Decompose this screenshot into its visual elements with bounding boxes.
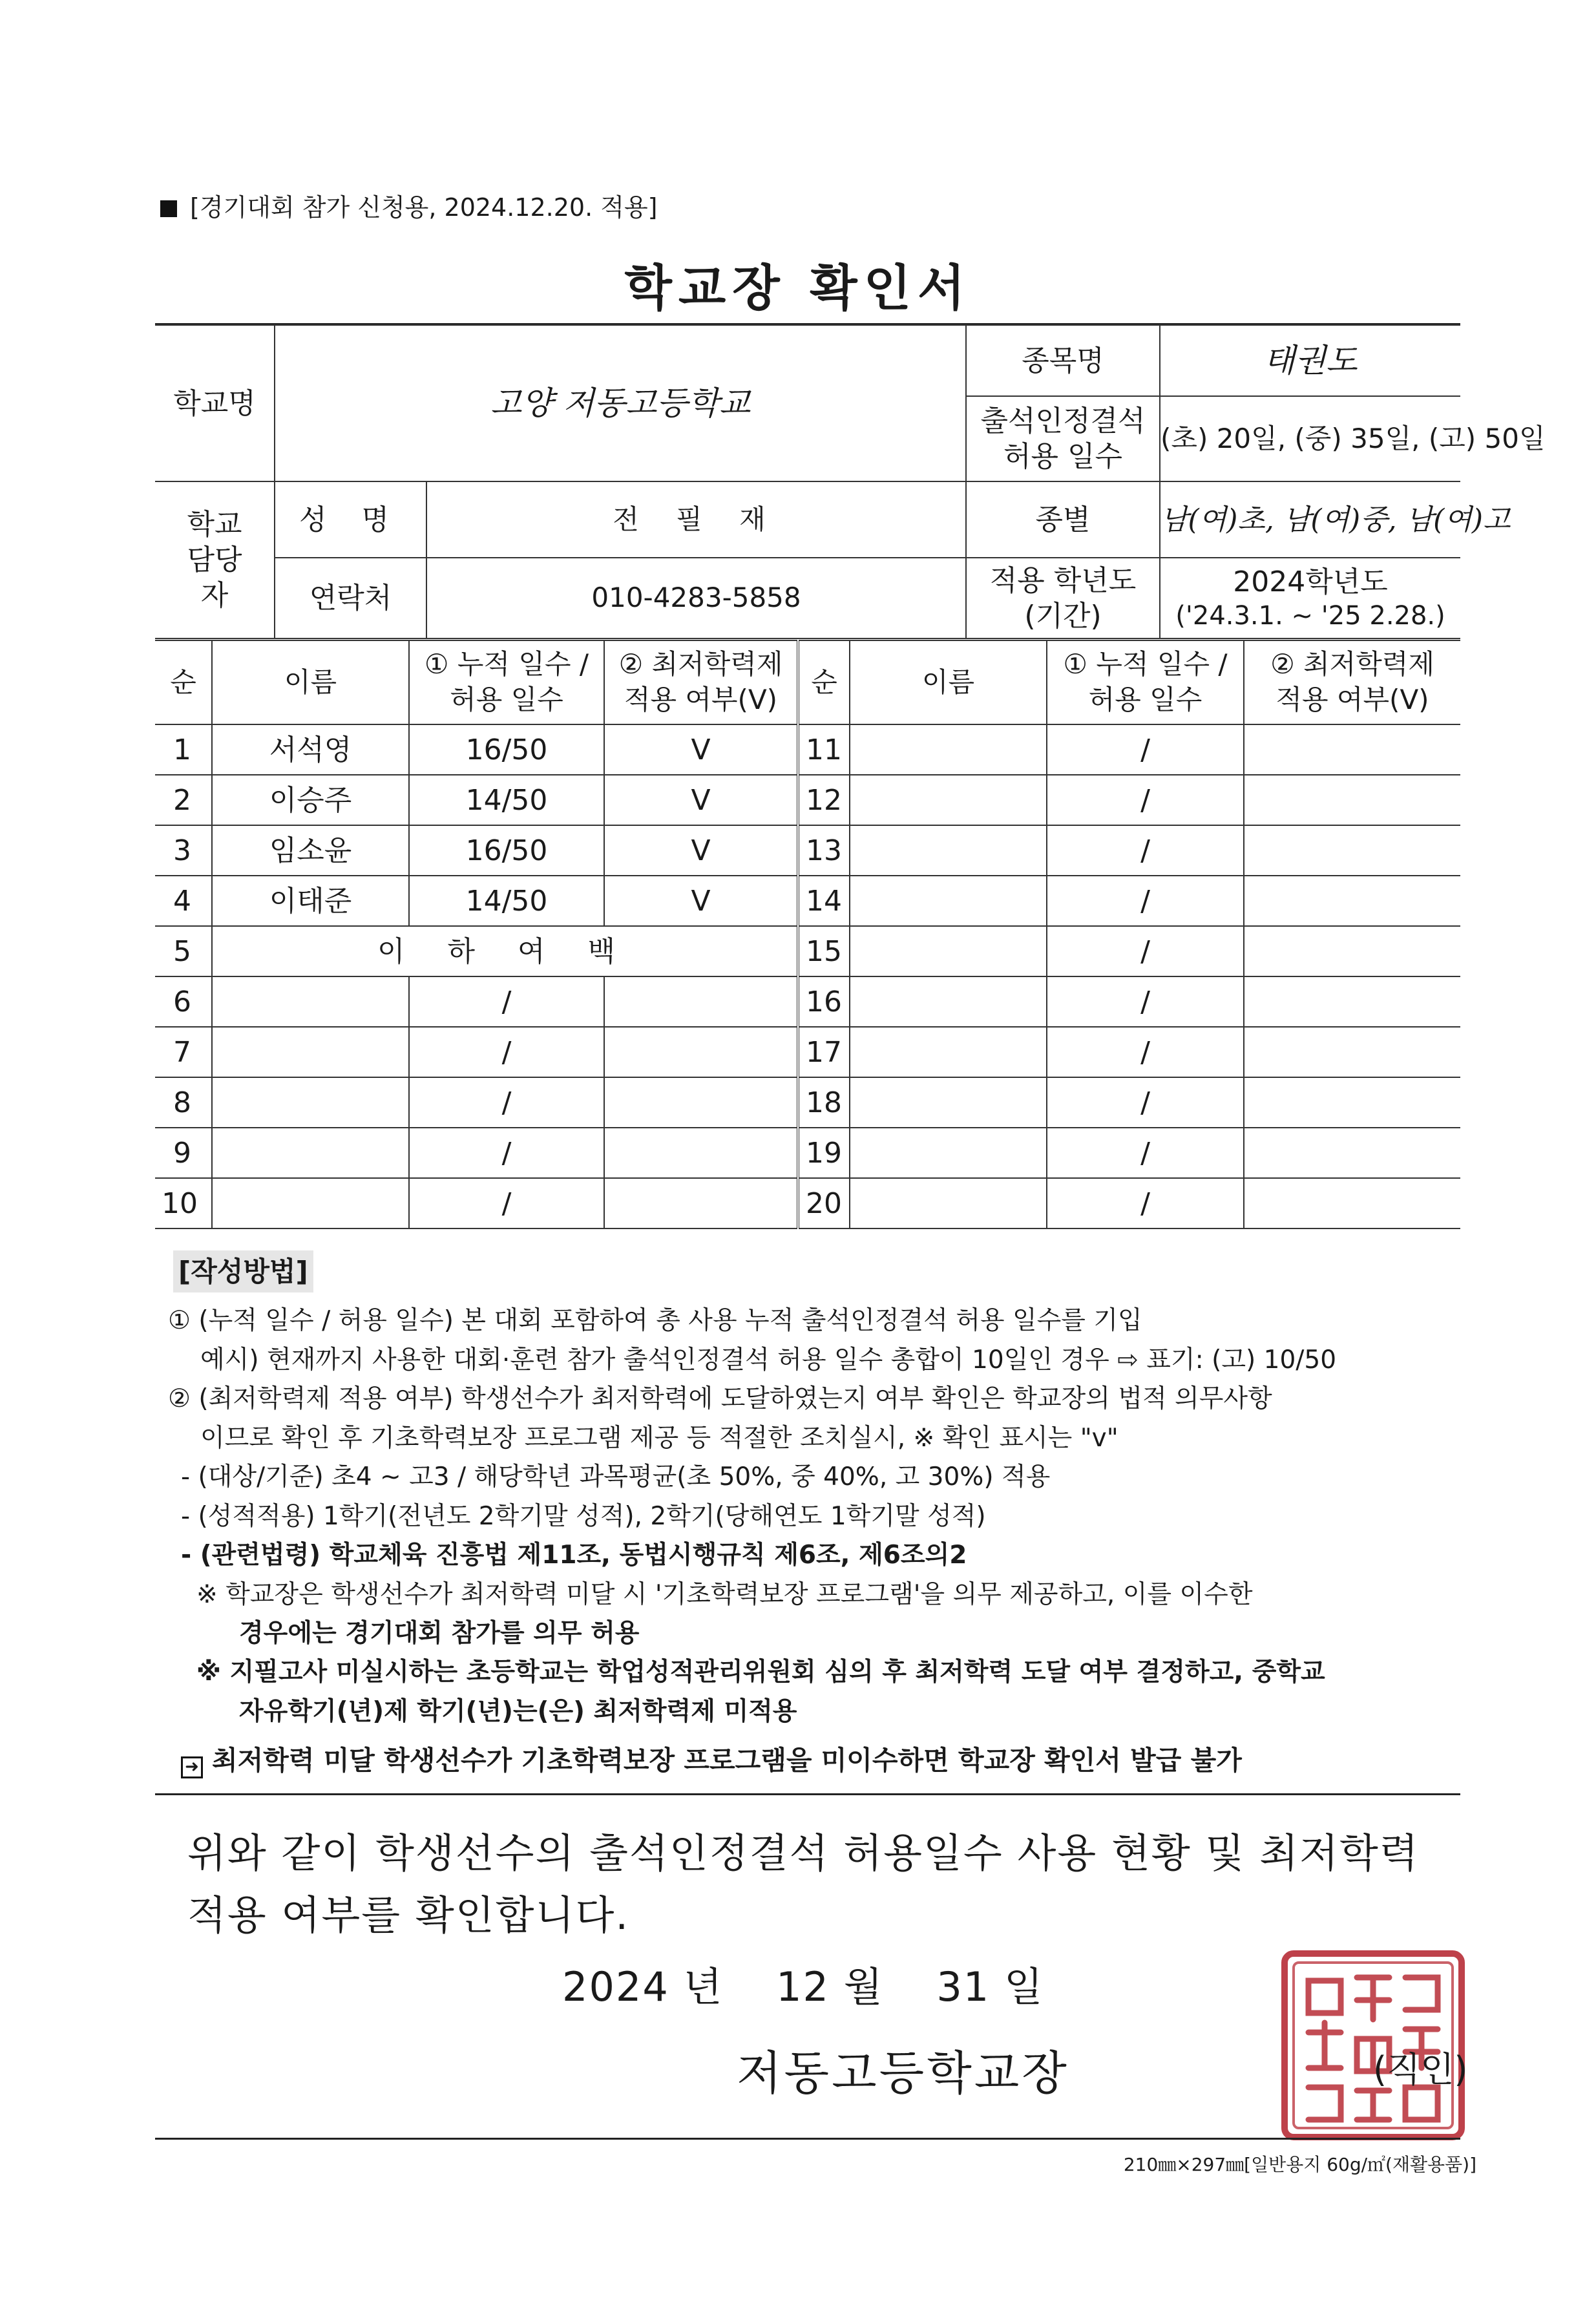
row-number: 5 [155,926,212,976]
instruction-line: 예시) 현재까지 사용한 대회·훈련 참가 출석인정결석 허용 일수 총합이 10일인 경우 ⇨ 표기: (고) 10/50 [200,1345,1337,1375]
instructions-heading: [작성방법] [173,1250,313,1292]
date-day: 31 일 [936,1963,1044,2010]
instruction-line: - (성적적용) 1학기(전년도 2학기말 성적), 2학기(당해연도 1학기말 성적) [181,1501,986,1531]
slash-mark: / [1047,1077,1244,1128]
allowed-days-label: 출석인정결석 허용 일수 [966,396,1160,481]
seal-label: (직인) [1373,2049,1468,2090]
student-list-table [155,640,1460,1229]
instruction-line: ② (최저학력제 적용 여부) 학생선수가 최저학력에 도달하였는지 여부 확인은 학교장의 법적 의무사항 [168,1384,1272,1414]
school-year-cell [1160,558,1460,638]
student-name [212,1178,409,1228]
row-number: 9 [155,1128,212,1178]
row-number: 15 [798,926,850,976]
row-number: 2 [155,775,212,825]
student-name [850,775,1047,825]
student-min-check [1244,1178,1460,1228]
student-name [850,1128,1047,1178]
student-days: 14/50 [409,775,604,825]
student-name: 임소윤 [212,825,409,876]
row-number: 12 [798,775,850,825]
student-name: 이태준 [212,876,409,926]
slash-mark: / [1047,724,1244,775]
col-seq-right: 순 [798,640,850,724]
row-number: 1 [155,724,212,775]
middle-rule [155,1793,1460,1795]
instruction-line: - (관련법령) 학교체육 진흥법 제11조, 동법시행규칙 제6조, 제6조의2 [181,1541,967,1570]
student-name [850,724,1047,775]
issue-date [562,1955,1083,2012]
instructions-section [155,1250,1460,1782]
paper-spec: 210㎜×297㎜[일반용지 60g/㎡(재활용품)] [1123,2154,1476,2175]
student-min-check [604,976,798,1027]
student-name: 서석영 [212,724,409,775]
instruction-line: ※ 학교장은 학생선수가 최저학력 미달 시 '기초학력보장 프로그램'을 의무 제공하고, 이를 이수한 [196,1579,1253,1609]
instruction-line: - (대상/기준) 초4 ~ 고3 / 해당학년 과목평균(초 50%, 중 40%, 고 30%) 적용 [181,1462,1051,1492]
row-number: 14 [798,876,850,926]
student-min-check [1244,1128,1460,1178]
student-min-check: V [604,775,798,825]
row-number: 10 [155,1178,212,1228]
student-min-check [1244,976,1460,1027]
sport-value: 태권도 [1160,325,1460,396]
student-days: 14/50 [409,876,604,926]
manager-name-label: 성 명 [275,481,426,558]
student-min-check [604,1178,798,1228]
student-name [212,1027,409,1077]
contact-label: 연락처 [275,558,426,638]
row-number: 16 [798,976,850,1027]
instruction-line: 경우에는 경기대회 참가를 의무 허용 [239,1618,640,1648]
row-number: 4 [155,876,212,926]
student-name [212,976,409,1027]
instruction-line: 자유학기(년)제 학기(년)는(은) 최저학력제 미적용 [239,1696,797,1726]
student-name [212,1077,409,1128]
student-name [850,926,1047,976]
school-year-period: ('24.3.1. ~ '25 2.28.) [1175,601,1445,631]
slash-mark: / [409,1178,604,1228]
row-number: 13 [798,825,850,876]
student-min-check [1244,1077,1460,1128]
bottom-rule [155,2138,1460,2140]
school-info-table [155,324,1546,639]
row-number: 6 [155,976,212,1027]
student-name [850,876,1047,926]
col-name-left: 이름 [212,640,409,724]
slash-mark: / [1047,876,1244,926]
instruction-warning: ➜ 최저학력 미달 학생선수가 기초학력보장 프로그램을 미이수하면 학교장 확인서 발급 불가 [155,1740,1460,1782]
school-name-label: 학교명 [155,325,275,481]
gender-value: 남(여)초, 남(여)중, 남(여)고 [1160,481,1460,558]
slash-mark: / [409,1128,604,1178]
manager-label: 학교 담당자 [155,481,275,638]
student-min-check [604,1027,798,1077]
student-min-check [1244,775,1460,825]
student-days: 16/50 [409,724,604,775]
student-min-check: V [604,876,798,926]
student-min-check [1244,724,1460,775]
confirmation-statement: 위와 같이 학생선수의 출석인정결석 허용일수 사용 현황 및 최저학력 적용 여부를 확인합니다. [187,1829,1420,1939]
slash-mark: / [1047,825,1244,876]
row-number: 7 [155,1027,212,1077]
row-number: 19 [798,1128,850,1178]
student-name [850,1077,1047,1128]
manager-name-value: 전 필 재 [426,481,966,558]
blank-below-marker: 이 하 여 백 [212,926,798,976]
student-name [850,976,1047,1027]
square-bullet-icon [160,200,177,217]
student-min-check [604,1077,798,1128]
col-days-left: ① 누적 일수 / 허용 일수 [409,640,604,724]
row-number: 20 [798,1178,850,1228]
row-number: 11 [798,724,850,775]
student-min-check [1244,926,1460,976]
slash-mark: / [1047,1027,1244,1077]
instruction-line: ① (누적 일수 / 허용 일수) 본 대회 포함하여 총 사용 누적 출석인정결석 허용 일수를 기입 [168,1306,1142,1336]
student-name: 이승주 [212,775,409,825]
student-name [850,1178,1047,1228]
contact-value: 010-4283-5858 [426,558,966,638]
school-year-label: 적용 학년도 (기간) [966,558,1160,638]
sport-label: 종목명 [966,325,1160,396]
slash-mark: / [1047,775,1244,825]
col-days-right: ① 누적 일수 / 허용 일수 [1047,640,1244,724]
student-min-check: V [604,724,798,775]
allowed-days-value: (초) 20일, (중) 35일, (고) 50일 [1160,396,1460,481]
col-seq-left: 순 [155,640,212,724]
col-min-right: ② 최저학력제 적용 여부(V) [1244,640,1460,724]
student-name [850,1027,1047,1077]
slash-mark: / [409,1027,604,1077]
slash-mark: / [1047,1128,1244,1178]
instruction-line: 이므로 확인 후 기초학력보장 프로그램 제공 등 적절한 조치실시, ※ 확인 표시는 "v" [200,1423,1118,1453]
row-number: 8 [155,1077,212,1128]
instruction-line: ※ 지필고사 미실시하는 초등학교는 학업성적관리위원회 심의 후 최저학력 도달 여부 결정하고, 중학교 [196,1658,1325,1687]
slash-mark: / [1047,1178,1244,1228]
slash-mark: / [409,976,604,1027]
slash-mark: / [1047,926,1244,976]
row-number: 18 [798,1077,850,1128]
document-title: 학교장 확인서 [624,259,972,317]
slash-mark: / [1047,976,1244,1027]
student-min-check [1244,876,1460,926]
arrow-box-icon: ➜ [181,1756,203,1778]
school-name-value: 고양 저동고등학교 [275,325,966,481]
col-name-right: 이름 [850,640,1047,724]
student-days: 16/50 [409,825,604,876]
col-min-left: ② 최저학력제 적용 여부(V) [604,640,798,724]
student-min-check [1244,825,1460,876]
gender-label: 종별 [966,481,1160,558]
slash-mark: / [409,1077,604,1128]
student-min-check [1244,1027,1460,1077]
student-min-check [604,1128,798,1178]
form-usage-note: [경기대회 참가 신청용, 2024.12.20. 적용] [160,187,658,223]
student-name [850,825,1047,876]
student-min-check: V [604,825,798,876]
school-year-value: 2024학년도 [1233,565,1388,598]
row-number: 17 [798,1027,850,1077]
date-year: 2024 년 [562,1963,724,2010]
date-month: 12 월 [776,1963,884,2010]
principal-title: 저동고등학교장 [737,2046,1069,2100]
student-name [212,1128,409,1178]
row-number: 3 [155,825,212,876]
